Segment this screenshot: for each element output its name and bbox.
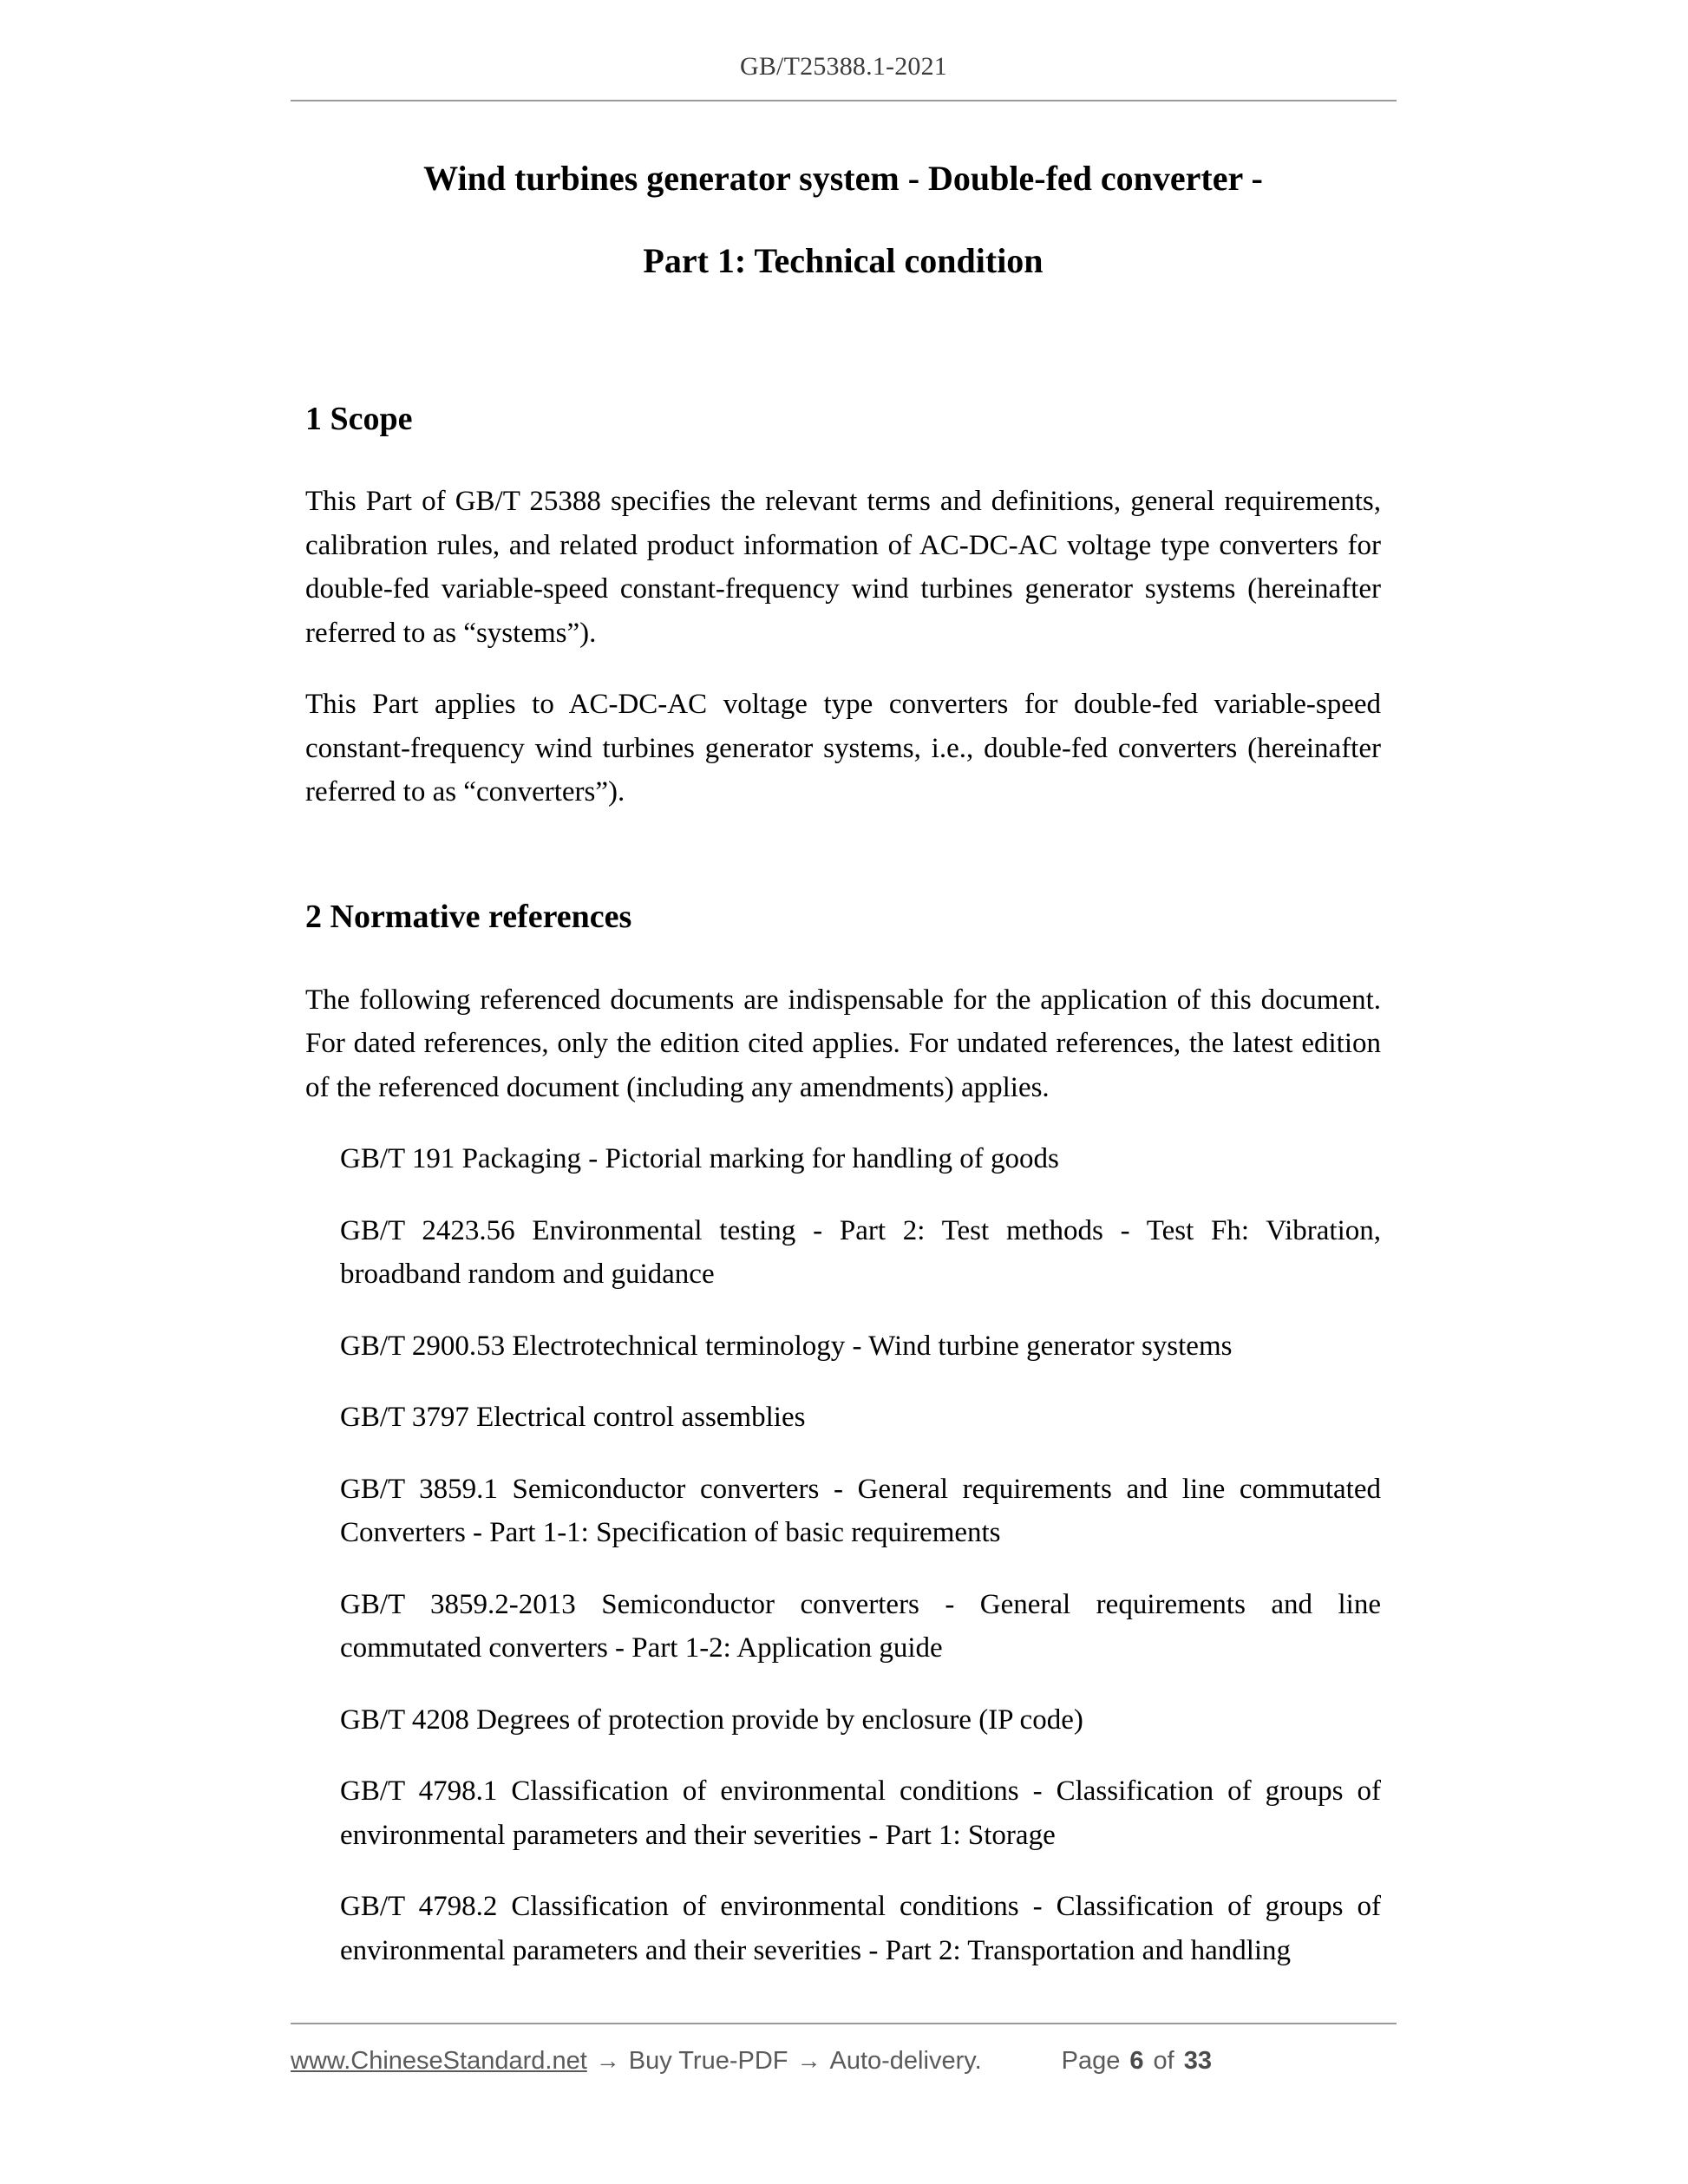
arrow-right-icon: → [595,2047,620,2074]
page-indicator [1062,2047,1212,2076]
document-title-line-1: Wind turbines generator system - Double-fed converter - [423,159,1263,198]
standard-code: GB/T25388.1-2021 [739,52,948,81]
reference-item: GB/T 2900.53 Electrotechnical terminology - Wind turbine generator systems [340,1330,1233,1362]
footer-promo-auto-delivery: Auto-delivery. [829,2047,982,2075]
reference-item: GB/T 191 Packaging - Pictorial marking for handling of goods [340,1143,1059,1175]
spacer [305,440,1381,480]
footer-divider [291,2023,1397,2024]
scope-paragraph-1: This Part of GB/T 25388 specifies the relevant terms and definitions, general requirements, calibration rules, and related product information of AC-DC-AC voltage type converters for double-fed variable-speed constant-frequency wind turbines generator systems (hereinafter referred to as “systems”). [305,486,1381,649]
spacer [305,814,1381,897]
page-label: Page [1061,2047,1121,2075]
reference-item: GB/T 4798.2 Classification of environmental conditions - Classification of groups of environmental parameters and their severities - Part 2: Transportation and handling [340,1891,1381,1966]
document-title [305,153,1381,288]
reference-item: GB/T 3859.2-2013 Semiconductor converters - General requirements and line commutated converters - Part 1-2: Application guide [340,1588,1381,1664]
arrow-right-icon: → [796,2047,821,2074]
document-body [305,153,1381,1972]
total-page-count: 33 [1183,2047,1212,2075]
page-header [291,52,1397,108]
footer-content [291,2047,1397,2076]
document-title-line-2: Part 1: Technical condition [643,240,1044,280]
normative-references-intro: The following referenced documents are indispensable for the application of this document. For dated references, only the edition cited applies. For undated references, the latest edition of the referenced document (including any amendments) applies. [305,984,1381,1103]
spacer [305,938,1381,978]
page-footer [291,2023,1397,2076]
spacer [305,1109,1381,1137]
reference-item: GB/T 2423.56 Environmental testing - Part 2: Test methods - Test Fh: Vibration, broadband random and guidance [340,1214,1381,1291]
normative-reference-list [305,1137,1381,1972]
footer-promo-buy-true-pdf: Buy True-PDF [628,2047,788,2075]
section-heading-scope: 1 Scope [305,400,413,437]
chinesestandard-link[interactable]: www.ChineseStandard.net [291,2047,587,2075]
spacer [305,288,1381,399]
current-page-number: 6 [1129,2047,1144,2075]
section-heading-normative-references: 2 Normative references [305,899,632,936]
reference-item: GB/T 3797 Electrical control assemblies [340,1402,806,1434]
reference-item: GB/T 4208 Degrees of protection provide by enclosure (IP code) [340,1703,1083,1736]
reference-item: GB/T 3859.1 Semiconductor converters - General requirements and line commutated Converters - Part 1-1: Specification of basic requirements [340,1473,1381,1549]
footer-promo [291,2047,982,2076]
header-divider [291,100,1397,101]
of-label: of [1153,2047,1174,2075]
reference-item: GB/T 4798.1 Classification of environmental conditions - Classification of groups of environmental parameters and their severities - Part 1: Storage [340,1775,1381,1851]
scope-paragraph-2: This Part applies to AC-DC-AC voltage type converters for double-fed variable-speed constant-frequency wind turbines generator systems, i.e., double-fed converters (hereinafter referred to as “converters”). [305,689,1381,808]
